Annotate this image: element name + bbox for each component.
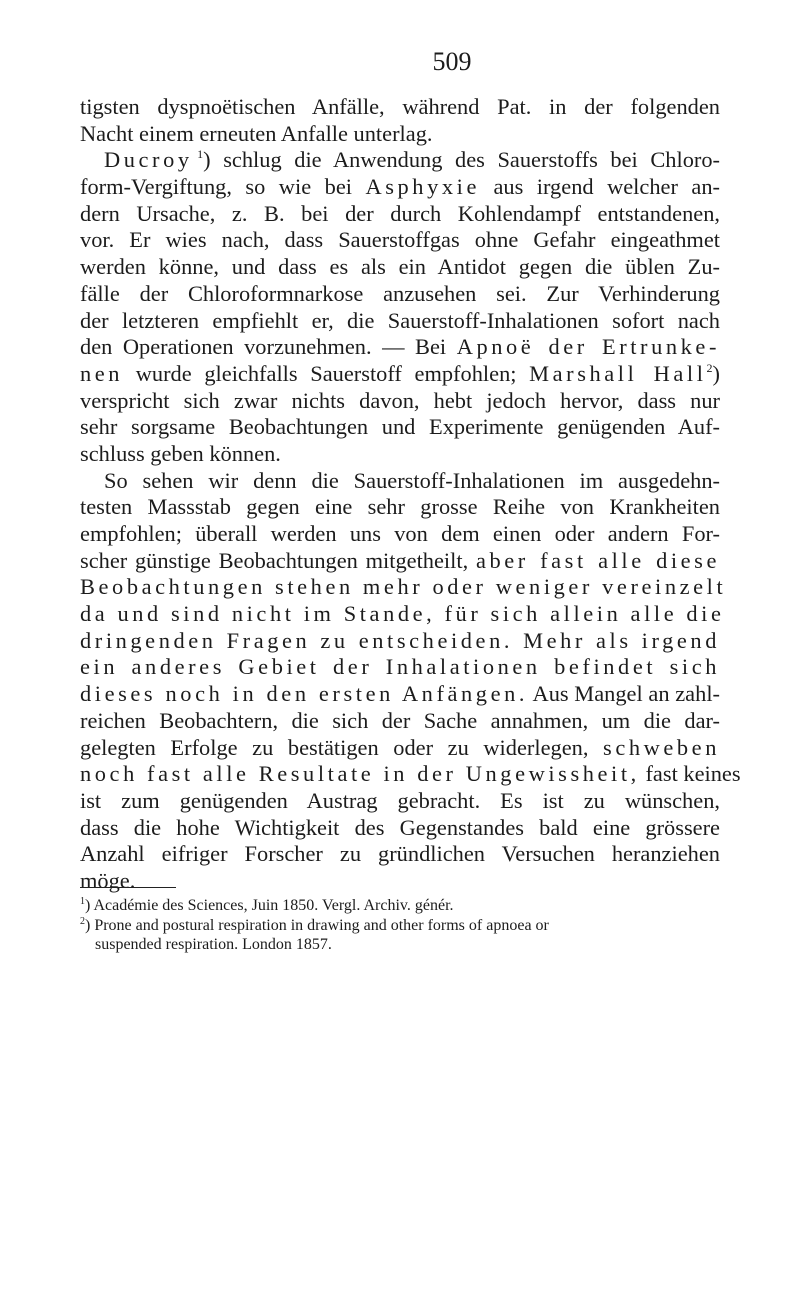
text-line: reichen Beobachtern, die sich der Sache annahmen, um die dar- (80, 707, 720, 733)
text-line (80, 735, 720, 762)
text-line: Beobachtungen stehen mehr oder weniger vereinzelt (80, 574, 727, 600)
footnotes (80, 896, 720, 955)
emphasis-run: dieses noch in den ersten Anfängen. (80, 681, 529, 707)
text-run: fast keines (639, 761, 741, 787)
text-line: ein anderes Gebiet der Inhalationen befindet sich (80, 654, 720, 680)
text-line: dringenden Fragen zu entscheiden. Mehr als irgend (80, 627, 720, 653)
text-line: tigsten dyspnoëtischen Anfälle, während Pat. in der folgenden (80, 94, 720, 119)
text-line: Anzahl eifriger Forscher zu gründlichen Versuchen heranziehen (80, 841, 720, 867)
page-number: 509 (432, 47, 472, 76)
text-line (80, 174, 720, 201)
footnote-marker: 1 (80, 896, 85, 907)
text-line (80, 681, 720, 708)
text-line: der letzteren empfiehlt er, die Sauerstoff-Inhalationen sofort nach (80, 307, 720, 333)
footnote-text: ) Prone and postural respiration in drawing and other forms of apnoea or (85, 916, 549, 934)
text-run: aus irgend welcher an- (479, 174, 720, 200)
footnote-ref: 2 (706, 360, 713, 375)
footnote-1 (80, 896, 720, 916)
text-line: schluss geben können. (80, 440, 281, 466)
body-text (80, 94, 741, 895)
emphasis-run: aber fast alle diese (475, 547, 720, 573)
text-run: ) (712, 360, 720, 386)
text-run: scher günstige Beobachtungen mitgetheilt, (80, 547, 476, 573)
footnote-marker: 2 (80, 915, 85, 927)
text-line (80, 361, 720, 388)
author-name-marshall-hall: Marshall Hall (529, 360, 707, 386)
text-line: verspricht sich zwar nichts davon, hebt jedoch hervor, dass nur (80, 387, 720, 413)
text-run: den Operationen vorzunehmen. — Bei (80, 334, 457, 360)
text-line (80, 147, 720, 174)
emphasis-apnoe-cont: nen (80, 360, 124, 386)
text-line: testen Massstab gegen eine sehr grosse Reihe von Krankheiten (80, 494, 720, 520)
footnote-ref: 1 (197, 147, 204, 162)
footnote-divider (80, 887, 176, 888)
emphasis-asphyxie: Asphyxie (365, 174, 480, 200)
footnote-text: ) Académie des Sciences, Juin 1850. Vergl. Archiv. génér. (85, 897, 454, 914)
text-line: sehr sorgsame Beobachtungen und Experimente genügenden Auf- (80, 414, 720, 440)
text-line: möge. (80, 867, 136, 893)
text-run: ) schlug die Anwendung des Sauerstoffs bei Chloro- (203, 147, 720, 173)
text-line (80, 334, 720, 361)
text-run: wurde gleichfalls Sauerstoff empfohlen; (123, 360, 530, 386)
text-line: empfohlen; überall werden uns von dem einen oder andern For- (80, 521, 720, 546)
text-line: werden könne, und dass es als ein Antidot gegen die üblen Zu- (80, 254, 720, 280)
text-line: vor. Er wies nach, dass Sauerstoffgas ohne Gefahr eingeathmet (80, 227, 720, 253)
text-line: So sehen wir denn die Sauerstoff-Inhalationen im ausgedehn- (104, 467, 720, 493)
footnote-2 (80, 916, 720, 936)
text-line: dass die hohe Wichtigkeit des Gegenstandes bald eine grössere (80, 814, 720, 840)
text-run: gelegten Erfolge zu bestätigen oder zu widerlegen, (80, 734, 604, 760)
text-run: Aus Mangel an zahl- (528, 681, 720, 707)
emphasis-apnoe: Apnoë der Ertrunke- (456, 334, 720, 360)
text-line (80, 761, 741, 788)
text-line: da und sind nicht im Stande, für sich allein alle die (80, 601, 725, 627)
text-line: dern Ursache, z. B. bei der durch Kohlendampf entstandenen, (80, 200, 720, 226)
text-line: ist zum genügenden Austrag gebracht. Es ist zu wünschen, (80, 787, 720, 813)
footnote-2-continuation: suspended respiration. London 1857. (95, 936, 332, 953)
text-run: form-Vergiftung, so wie bei (80, 174, 366, 200)
emphasis-run: noch fast alle Resultate in der Ungewissheit, (80, 761, 640, 787)
text-line: fälle der Chloroformnarkose anzusehen sei. Zur Verhinderung (80, 280, 720, 306)
text-line: Nacht einem erneuten Anfalle unterlag. (80, 120, 433, 146)
text-line (80, 548, 720, 575)
author-name-ducroy: Ducroy (104, 147, 193, 173)
emphasis-run: schweben (603, 734, 720, 760)
